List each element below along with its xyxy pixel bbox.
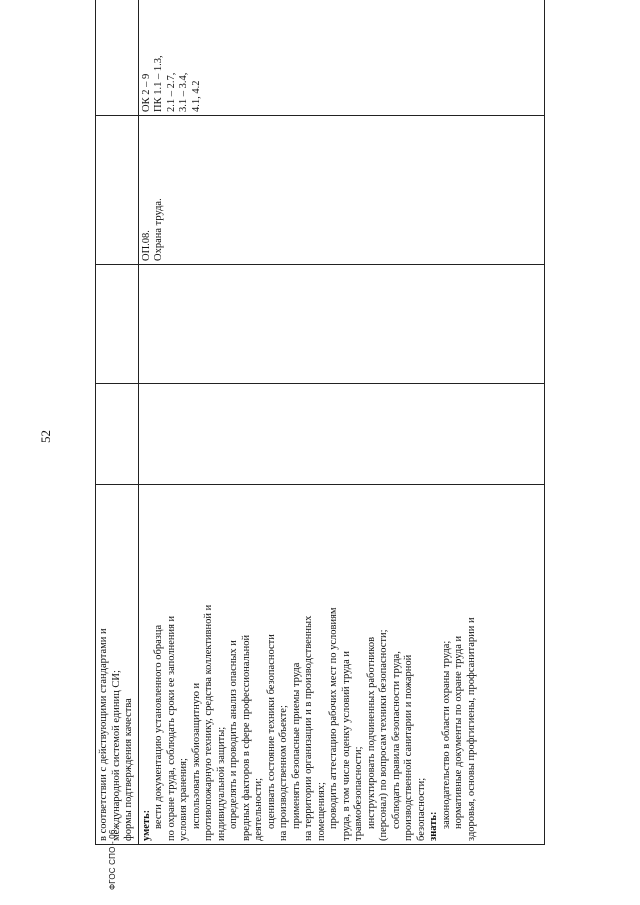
- knowledge-line: законодательство в области охраны труда;: [440, 640, 452, 829]
- skill-line: безопасности;: [415, 777, 427, 841]
- table-row: [138, 0, 544, 845]
- text-line: международной системой единиц СИ;: [110, 670, 122, 841]
- skill-line: вести документацию установленного образца: [153, 624, 164, 829]
- knowledge-heading: знать:: [428, 811, 439, 841]
- table-cell-requirements: [138, 485, 544, 845]
- skill-line: деятельности;: [253, 777, 264, 841]
- skill-line: инструктировать подчиненных работников: [365, 636, 377, 829]
- skill-line: определять и проводить анализ опасных и: [228, 640, 239, 829]
- table-cell-empty: [138, 265, 544, 384]
- footer-document-id: ФГОС СПО - 06: [108, 829, 117, 890]
- skill-line: проводить аттестацию рабочих мест по условиям: [328, 607, 339, 829]
- table-cell-competencies: [138, 0, 544, 116]
- skill-line: использовать экобиозащитную и: [190, 682, 202, 829]
- table-cell-empty: [96, 384, 139, 485]
- competency-line: 3.1 – 3.4,: [178, 72, 189, 112]
- table-row: [96, 0, 139, 845]
- competency-line: ПК 1.1 – 1.3,: [153, 55, 164, 112]
- competency-line: 2.1 – 2.7,: [165, 72, 177, 112]
- skill-line: помещениях;: [315, 782, 327, 841]
- skill-line: соблюдать правила безопасности труда,: [390, 651, 402, 829]
- skills-heading: уметь:: [140, 809, 152, 841]
- standards-table: [95, 33, 533, 845]
- table-cell-empty: [96, 0, 139, 116]
- discipline-code: ОП.08.: [140, 230, 152, 261]
- table-cell-discipline: [138, 116, 544, 265]
- table-cell-empty: [96, 116, 139, 265]
- knowledge-line: нормативные документы по охране труда и: [453, 635, 464, 829]
- discipline-name: Охрана труда.: [153, 198, 164, 261]
- skill-line: по охране труда, соблюдать сроки ее заполнения и: [165, 615, 177, 841]
- text-line: в соответствии с действующими стандартами и: [98, 628, 109, 841]
- skill-line: условия хранения;: [178, 758, 189, 841]
- skill-line: (персонал) по вопросам техники безопасности;: [378, 629, 389, 841]
- table-cell-requirements-continued: [96, 485, 139, 845]
- skill-line: применять безопасные приемы труда: [290, 662, 302, 829]
- skill-line: индивидуальной защиты;: [215, 726, 227, 841]
- skill-line: производственной санитарии и пожарной: [403, 654, 414, 841]
- competency-line: 4.1, 4.2: [190, 80, 202, 112]
- knowledge-line: здоровья, основы профгигиены, профсанитарии и: [465, 617, 477, 841]
- page-number: 52: [38, 430, 53, 443]
- table-cell-empty: [96, 265, 139, 384]
- skill-line: труда, в том числе оценку условий труда и: [340, 651, 352, 841]
- skill-line: противопожарную технику, средства коллективной и: [203, 604, 214, 841]
- skill-line: на производственном объекте;: [278, 705, 289, 841]
- text-line: формы подтверждения качества: [123, 698, 134, 841]
- skill-line: на территории организации и в производственных: [303, 615, 314, 841]
- table-cell-empty: [138, 384, 544, 485]
- skill-line: вредных факторов в сфере профессиональной: [240, 634, 252, 841]
- skill-line: оценивать состояние техники безопасности: [265, 634, 277, 829]
- skill-line: травмобезопасности;: [353, 746, 364, 841]
- competency-line: ОК 2 – 9: [140, 73, 152, 112]
